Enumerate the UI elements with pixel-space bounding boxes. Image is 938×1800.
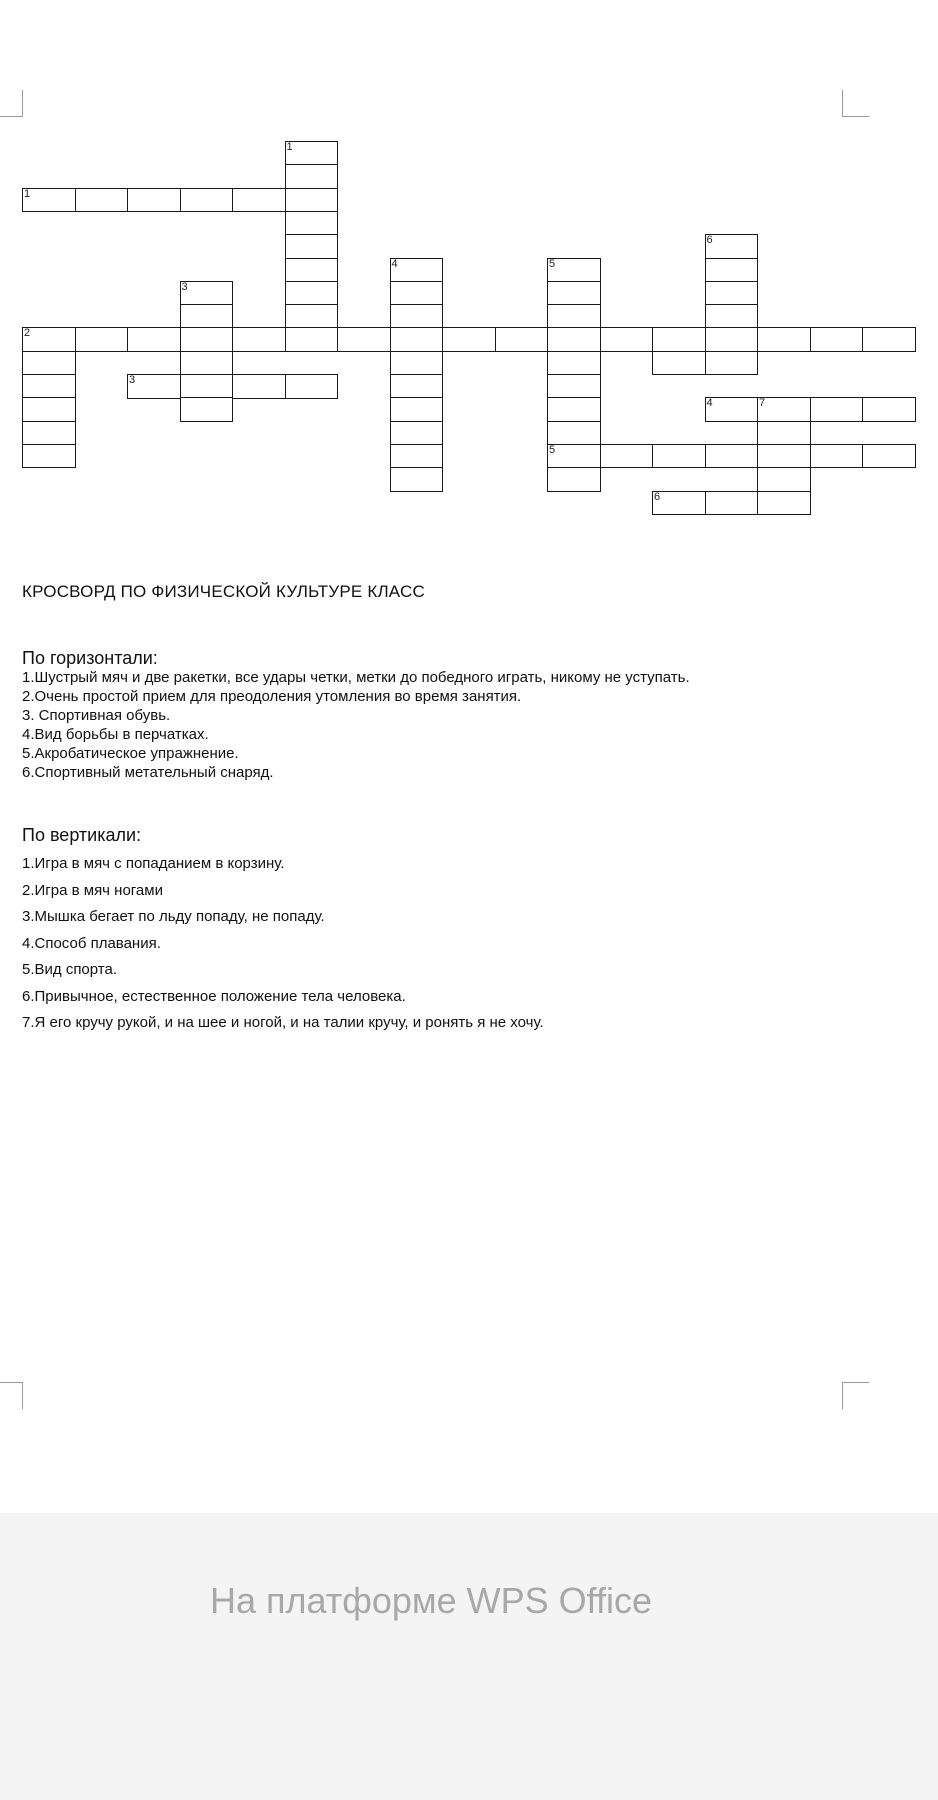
crossword-cell [547,258,601,283]
crossword-clue-number: 4 [391,257,398,270]
crossword-clue-number: 1 [24,187,31,200]
crossword-cell [285,211,339,236]
crossword-cell [705,444,759,469]
crossword-cell [757,444,811,469]
crossword-cell [390,351,444,376]
vertical-clue: 5.Вид спорта. [22,961,118,978]
crossword-cell [547,304,601,329]
crossword-cell [705,491,759,516]
crossword-cell [705,258,759,283]
crossword-cell [390,467,444,492]
crossword-cell [232,188,286,213]
crossword-cell [810,397,864,422]
crossword-cell [390,421,444,446]
crossword-clue-number: 4 [706,397,713,410]
vertical-clue: 4.Способ плавания. [22,934,161,952]
crossword-cell [390,327,444,352]
crossword-cell [547,351,601,376]
crossword-cell [180,188,234,213]
crossword-cell [862,444,916,469]
crossword-cell [22,421,76,446]
crossword-cell [547,281,601,306]
crossword-cell [705,304,759,329]
crossword-cell [862,327,916,352]
horizontal-heading: По горизонтали: [22,648,158,668]
crossword-cell [127,374,181,399]
document-title: КРОСВОРД ПО ФИЗИЧЕСКОЙ КУЛЬТУРЕ КЛАСС [22,582,425,601]
crossword-cell [180,327,234,352]
crossword-cell [757,421,811,446]
crossword-clue-number: 2 [24,327,31,340]
crossword-cell [547,444,601,469]
crossword-cell [180,304,234,329]
crossword-cell [547,421,601,446]
crossword-cell [547,374,601,399]
crossword-cell [547,397,601,422]
crossword-cell [705,351,759,376]
crossword-cell [22,327,76,352]
crossword-cell [547,327,601,352]
crossword-grid [0,0,938,540]
crossword-cell [600,327,654,352]
crossword-clue-number: 6 [654,490,661,503]
crossword-cell [652,444,706,469]
crossword-cell [337,327,391,352]
crossword-cell [652,351,706,376]
crossword-cell [390,374,444,399]
page-corner-mark-bottom-left [0,1382,23,1409]
horizontal-clue: 5.Акробатическое упражнение. [22,745,239,762]
crossword-cell [180,397,234,422]
horizontal-clue: 1.Шустрый мяч и две ракетки, все удары четки, метки до победного играть, никому не уступать. [22,669,690,686]
crossword-clue-number: 3 [181,280,188,293]
horizontal-clue: 4.Вид борьбы в перчатках. [22,726,209,743]
crossword-clue-number: 5 [549,443,556,456]
crossword-cell [390,281,444,306]
crossword-cell [757,467,811,492]
vertical-clues-list [22,851,544,1037]
crossword-clue-number: 6 [706,234,713,247]
crossword-cell [862,397,916,422]
page-corner-mark-bottom-right [842,1382,869,1409]
crossword-cell [705,234,759,259]
crossword-clue-number: 7 [759,397,766,410]
crossword-cell [495,327,549,352]
crossword-cell [180,281,234,306]
crossword-cell [180,351,234,376]
crossword-clue-number: 3 [129,374,136,386]
crossword-cell [285,281,339,306]
crossword-cell [652,327,706,352]
crossword-cell [810,444,864,469]
crossword-cell [705,397,759,422]
crossword-cell [390,304,444,329]
crossword-cell [285,258,339,283]
horizontal-clue: 3. Спортивная обувь. [22,707,171,724]
crossword-cell [442,327,496,352]
footer-bar [0,1513,938,1800]
vertical-clue: 2.Игра в мяч ногами [22,881,163,899]
crossword-cell [757,327,811,352]
crossword-cell [705,327,759,352]
crossword-cell [22,397,76,422]
crossword-cell [75,327,129,352]
crossword-cell [22,351,76,376]
horizontal-clue: 2.Очень простой прием для преодоления утомления во время занятия. [22,688,522,705]
crossword-cell [127,327,181,352]
crossword-cell [810,327,864,352]
crossword-clue-number: 5 [549,257,556,270]
crossword-cell [390,258,444,283]
crossword-cell [285,304,339,329]
vertical-clue: 3.Мышка бегает по льду попаду, не попаду. [22,908,325,925]
crossword-cell [757,397,811,422]
crossword-cell [232,374,286,399]
vertical-clue: 7.Я его кручу рукой, и на шее и ногой, и на талии кручу, и ронять я не хочу. [22,1014,544,1031]
horizontal-clue: 6.Спортивный метательный снаряд. [22,764,274,781]
crossword-cell [757,491,811,516]
crossword-cell [705,281,759,306]
crossword-cell [285,374,339,399]
vertical-heading: По вертикали: [22,825,142,845]
crossword-cell [285,188,339,213]
crossword-cell [22,188,76,213]
crossword-cell [180,374,234,399]
crossword-cell [600,444,654,469]
crossword-clue-number: 1 [286,141,293,153]
vertical-clue: 1.Игра в мяч с попаданием в корзину. [22,855,285,872]
horizontal-clues-list [22,668,690,782]
crossword-cell [22,374,76,399]
crossword-cell [285,327,339,352]
crossword-cell [390,444,444,469]
crossword-cell [652,491,706,516]
crossword-cell [232,327,286,352]
crossword-cell [390,397,444,422]
crossword-cell [285,141,339,166]
crossword-cell [75,188,129,213]
crossword-cell [285,234,339,259]
crossword-cell [127,188,181,213]
platform-watermark: На платформе WPS Office [209,1580,653,1621]
crossword-cell [547,467,601,492]
crossword-cell [22,444,76,469]
crossword-cell [285,164,339,189]
vertical-clue: 6.Привычное, естественное положение тела человека. [22,987,406,1005]
